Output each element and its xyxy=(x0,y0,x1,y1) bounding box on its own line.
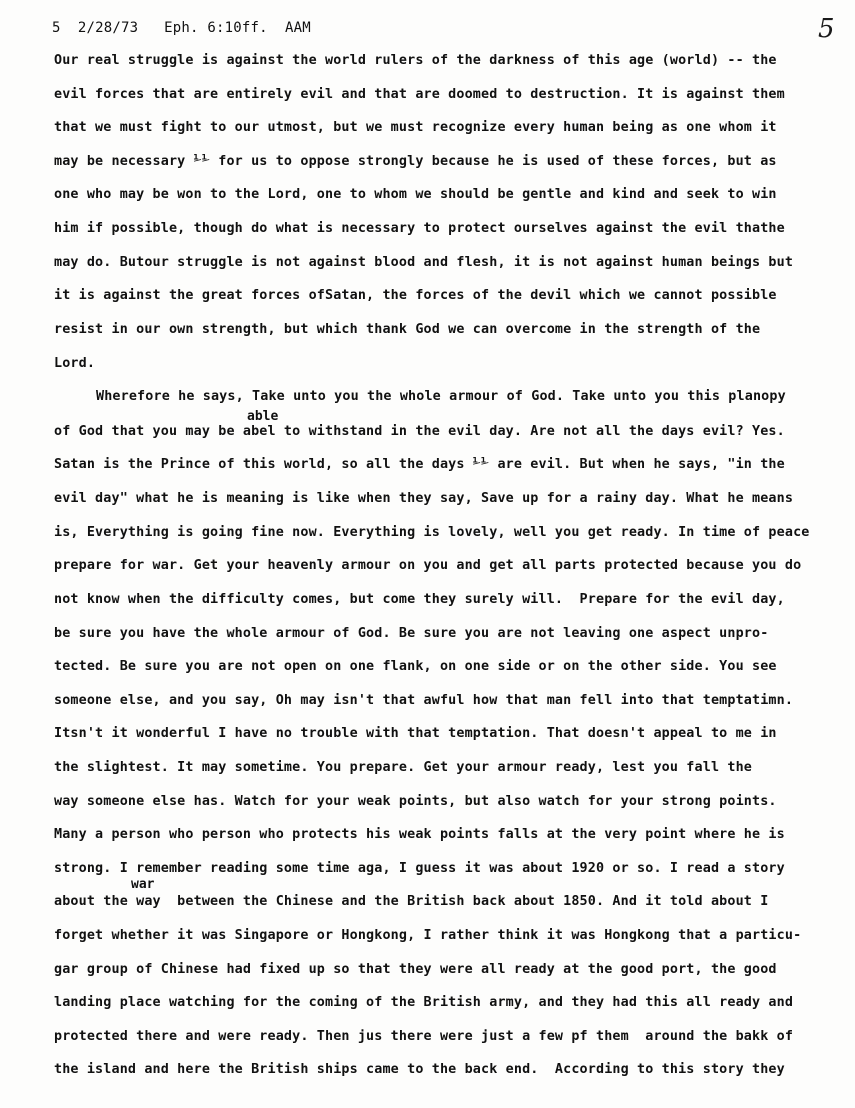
text-line: way someone else has. Watch for your weak points, but also watch for your strong points. xyxy=(54,794,777,809)
text-line: not know when the difficulty comes, but come they surely will. Prepare for the evil day, xyxy=(54,592,785,607)
text-line: Many a person who person who protects his weak points falls at the very point where he is xyxy=(54,827,785,842)
interlinear-correction-war: war xyxy=(131,877,155,892)
text-line: be sure you have the whole armour of God. Be sure you are not leaving one aspect unpro- xyxy=(54,626,769,641)
text-line: Satan is the Prince of this world, so all the days ⅟⅟ are evil. But when he says, "in the xyxy=(54,457,785,472)
text-line: the slightest. It may sometime. You prepare. Get your armour ready, lest you fall the xyxy=(54,760,753,775)
text-line: protected there and were ready. Then jus there were just a few pf them around the bakk of xyxy=(54,1029,794,1044)
text-line: it is against the great forces ofSatan, the forces of the devil which we cannot possible xyxy=(54,288,777,303)
text-line: is, Everything is going fine now. Everything is lovely, well you get ready. In time of peace xyxy=(54,525,810,540)
text-line: the island and here the British ships came to the back end. According to this story they xyxy=(54,1062,785,1077)
text-line: evil day" what he is meaning is like when they say, Save up for a rainy day. What he means xyxy=(54,491,794,506)
text-line: that we must fight to our utmost, but we must recognize every human being as one whom it xyxy=(54,120,777,135)
text-line: about the way between the Chinese and the British back about 1850. And it told about I xyxy=(54,894,769,909)
text-line: Our real struggle is against the world rulers of the darkness of this age (world) -- the xyxy=(54,53,777,68)
text-line: someone else, and you say, Oh may isn't that awful how that man fell into that temptatimn. xyxy=(54,693,794,708)
text-line: him if possible, though do what is necessary to protect ourselves against the evil thathe xyxy=(54,221,785,236)
text-line: strong. I remember reading some time aga, I guess it was about 1920 or so. I read a story xyxy=(54,861,785,876)
header-line: 5 2/28/73 Eph. 6:10ff. AAM xyxy=(52,20,311,36)
text-line: of God that you may be abel to withstand in the evil day. Are not all the days evil? Yes. xyxy=(54,424,785,439)
interlinear-correction-able: able xyxy=(247,409,279,424)
handwritten-page-number: 5 xyxy=(818,14,835,44)
text-line: one who may be won to the Lord, one to whom we should be gentle and kind and seek to win xyxy=(54,187,777,202)
text-line: may do. Butour struggle is not against blood and flesh, it is not against human beings but xyxy=(54,255,794,270)
text-line: Lord. xyxy=(54,356,96,371)
text-line: evil forces that are entirely evil and that are doomed to destruction. It is against them xyxy=(54,87,785,102)
text-line: Itsn't it wonderful I have no trouble with that temptation. That doesn't appeal to me in xyxy=(54,726,777,741)
text-line: forget whether it was Singapore or Hongkong, I rather think it was Hongkong that a particu- xyxy=(54,928,802,943)
text-line: may be necessary ⅟⅟ for us to oppose strongly because he is used of these forces, but as xyxy=(54,154,777,169)
text-line: Wherefore he says, Take unto you the whole armour of God. Take unto you this planopy xyxy=(96,389,786,404)
text-line: gar group of Chinese had fixed up so that they were all ready at the good port, the good xyxy=(54,962,777,977)
text-line: resist in our own strength, but which thank God we can overcome in the strength of the xyxy=(54,322,761,337)
text-line: prepare for war. Get your heavenly armour on you and get all parts protected because you do xyxy=(54,558,802,573)
text-line: landing place watching for the coming of the British army, and they had this all ready and xyxy=(54,995,794,1010)
text-line: tected. Be sure you are not open on one flank, on one side or on the other side. You see xyxy=(54,659,777,674)
